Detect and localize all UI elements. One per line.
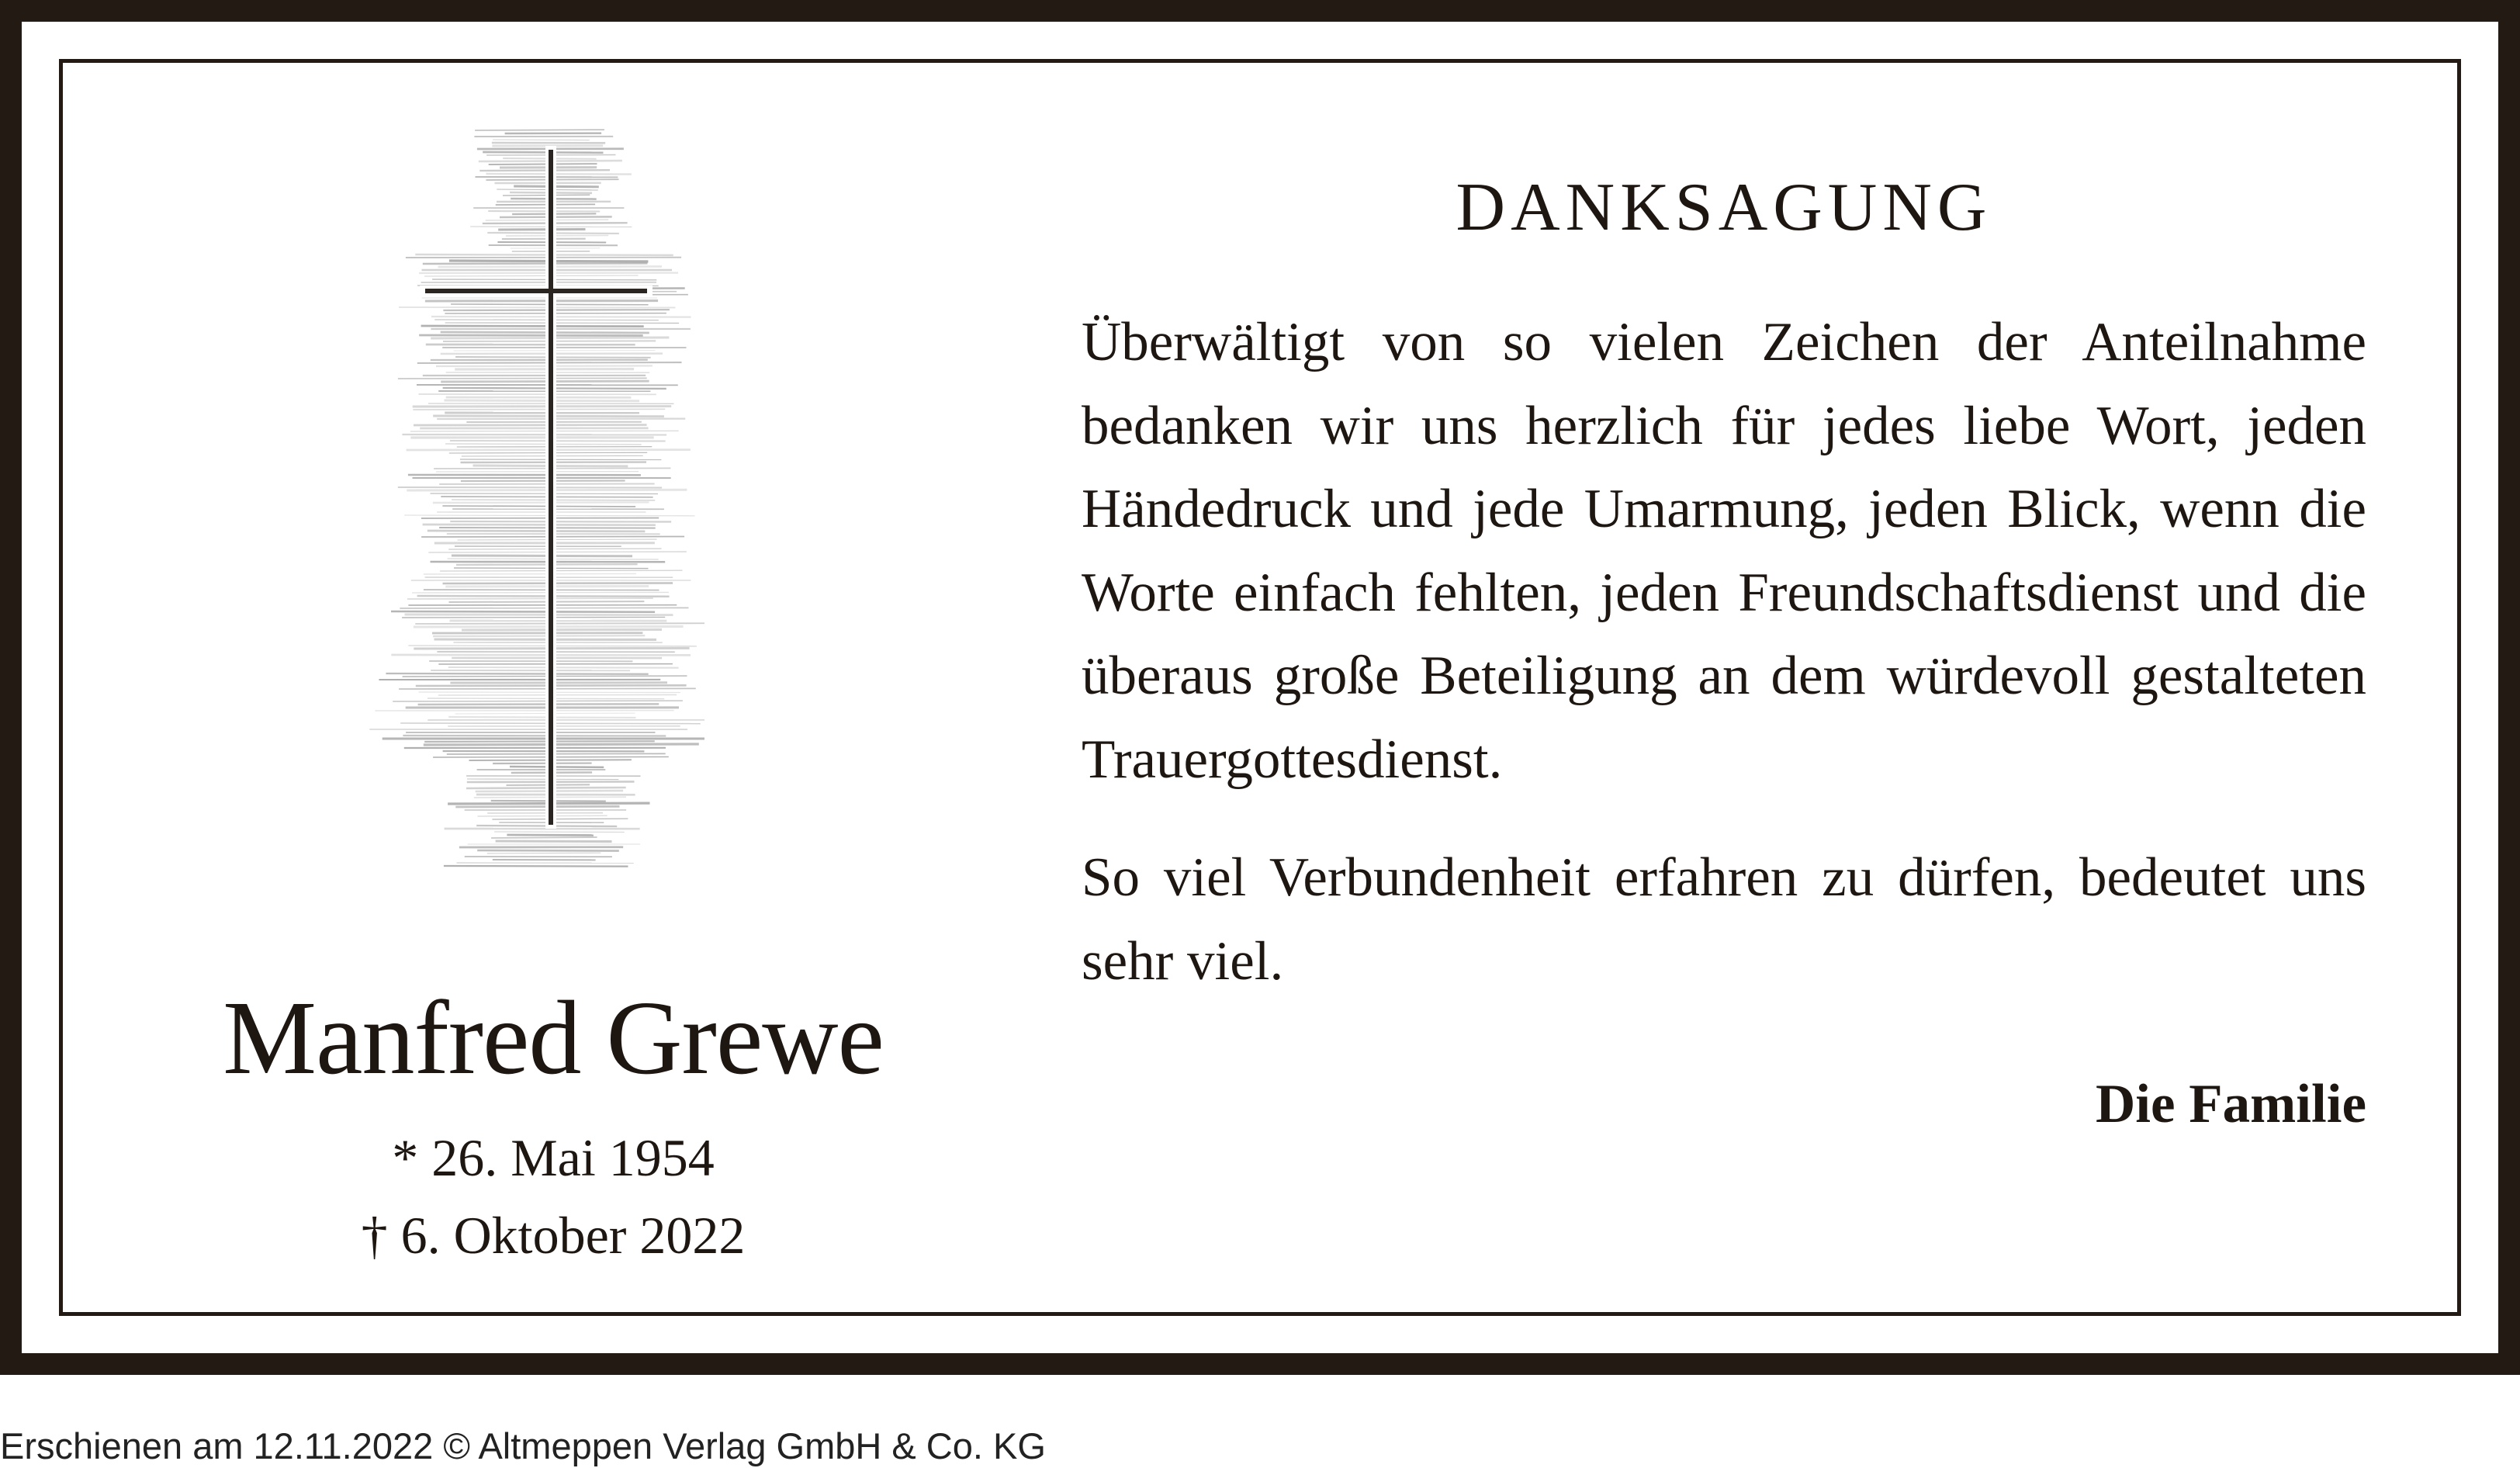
shading-stroke [496,204,595,205]
shading-stroke [450,521,671,522]
shading-stroke [455,713,635,714]
shading-stroke [486,174,632,175]
shading-stroke [467,779,618,780]
cross-shading [369,130,704,866]
shading-stroke [424,573,636,574]
deceased-name: Manfred Grewe [92,980,1015,1096]
shading-stroke [442,506,635,507]
shading-stroke [448,717,635,718]
shading-stroke [444,866,628,867]
shading-stroke [455,806,619,807]
cross-beam [425,289,647,293]
shading-stroke [507,835,594,836]
shading-stroke [432,279,656,280]
cross-post [549,150,553,825]
shading-stroke [423,263,648,264]
shading-stroke [391,611,655,612]
shading-stroke [436,365,652,366]
shading-stroke [445,400,640,401]
shading-stroke [424,741,655,742]
shading-stroke [462,629,662,630]
shading-stroke [407,598,653,599]
closing-paragraph: So viel Verbundenheit erfahren zu dürfen, bedeutet uns sehr viel. [1082,836,2366,1003]
shading-stroke [433,502,649,503]
shading-stroke [441,332,649,333]
shading-stroke [402,617,665,618]
shading-stroke [415,623,704,624]
shading-stroke [418,704,659,705]
shading-stroke [441,381,649,382]
notice-heading: DANKSAGUNG [1082,169,2366,247]
thanks-paragraph: Überwältigt von so vielen Zeichen der Anteilnahme bedanken wir uns herzlich für jedes liebe Wort, jeden Händedruck und jede Umarmung, jeden Blick, wenn die Worte einfach fehlten, jeden Freundschaftsdienst und die überaus große Beteiligung an dem würdevoll gestalteten Trauergottesdienst. [1082,301,2366,802]
shading-stroke [417,596,670,597]
shading-stroke [506,235,608,236]
shading-stroke [415,254,673,255]
signature: Die Familie [1082,1065,2366,1143]
shading-stroke [491,837,597,838]
shading-stroke [498,229,585,230]
shading-stroke [496,841,612,842]
shading-stroke [424,275,639,276]
cross-icon [363,123,704,883]
shading-stroke [413,409,665,410]
shading-stroke [403,676,687,677]
shading-stroke [483,152,603,153]
birth-date: * 26. Mai 1954 [92,1127,1015,1189]
shading-stroke [460,459,662,460]
shading-stroke [438,694,677,695]
shading-stroke [478,815,608,816]
shading-stroke [458,539,657,540]
shading-stroke [412,592,669,593]
shading-stroke [421,326,644,327]
shading-stroke [488,211,600,212]
publication-footer: Erschienen am 12.11.2022 © Altmeppen Verlag GmbH & Co. KG [0,1425,2520,1468]
death-date: † 6. Oktober 2022 [92,1204,1015,1266]
shading-stroke [440,570,682,571]
shading-stroke [448,667,679,668]
shading-stroke [477,850,619,851]
shading-stroke [386,673,648,674]
shading-stroke [479,170,610,171]
shading-stroke [445,444,642,445]
shading-stroke [398,378,647,379]
card-background [22,22,2498,1353]
shading-stroke [424,744,699,745]
shading-stroke [433,635,645,636]
